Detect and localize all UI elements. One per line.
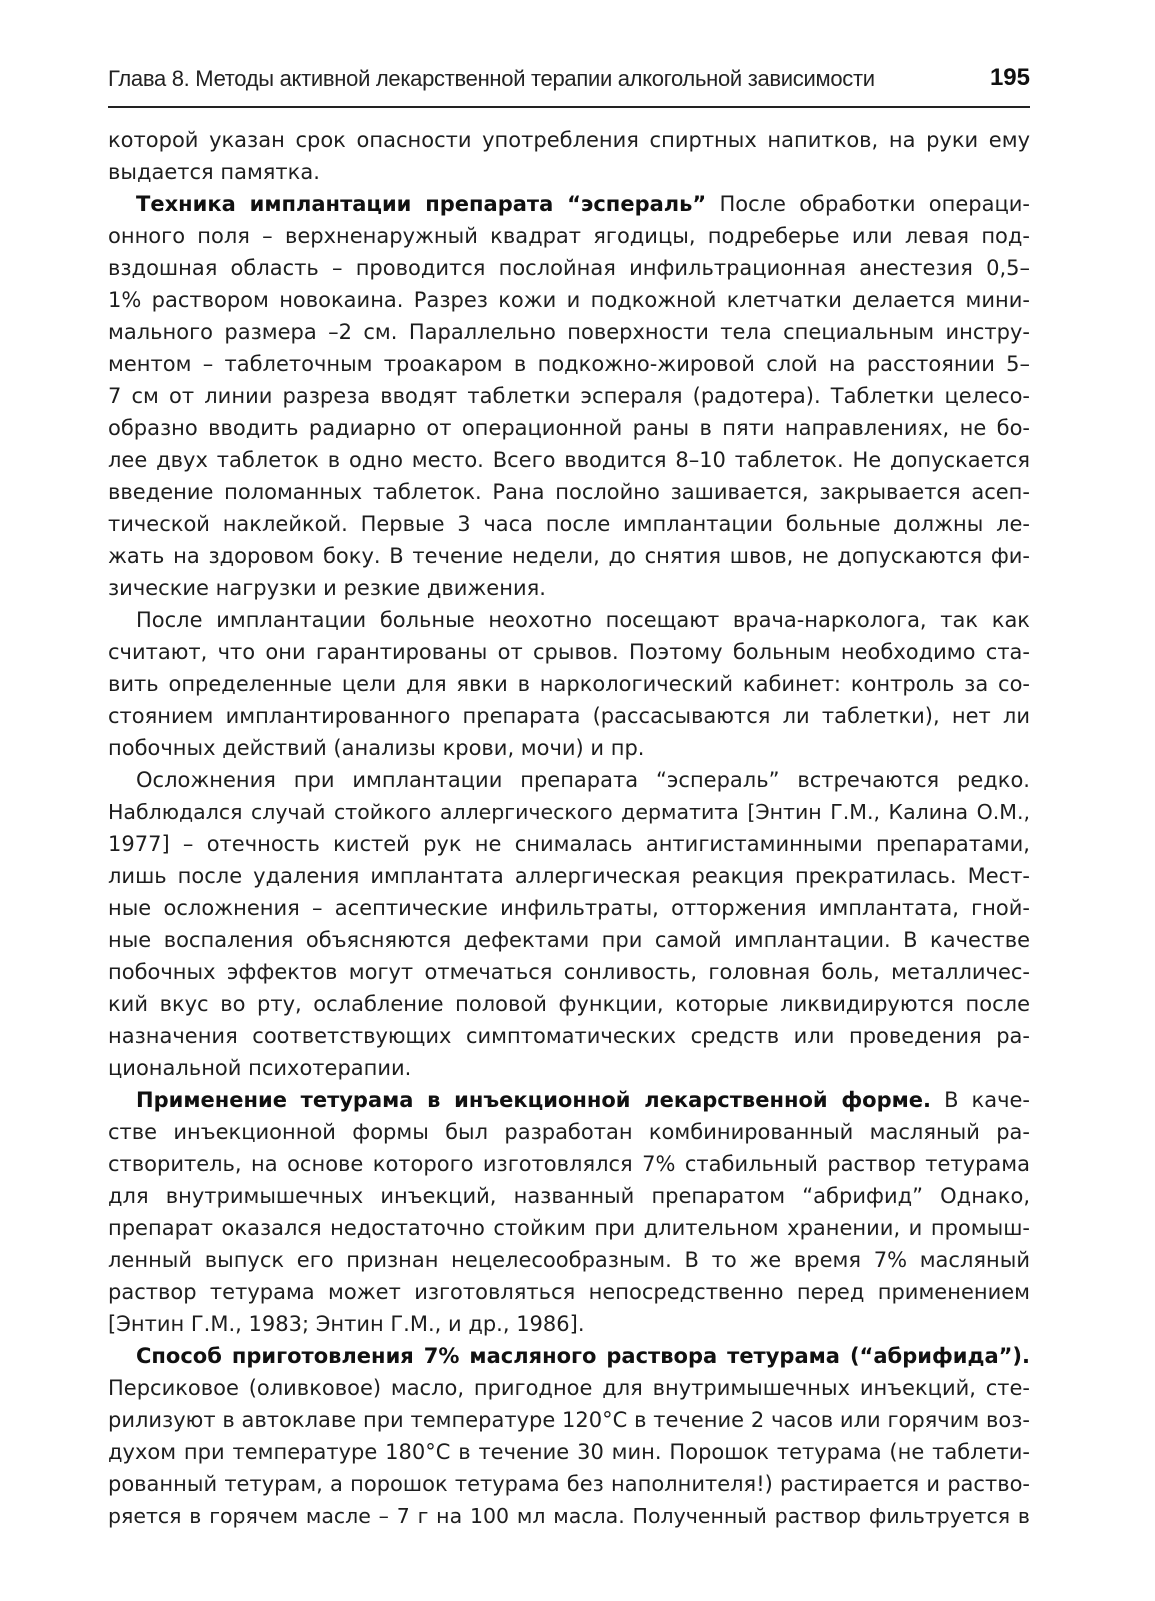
line-text: которой указан срок опасности употребления спиртных напитков, на руки ему — [108, 128, 1030, 152]
body-text — [108, 124, 1030, 1532]
line-text: 1977] – отечность кистей рук не снималась антигистаминными препаратами, — [108, 832, 1030, 856]
run-in-heading: Применение тетурама в инъекционной лекарственной форме. — [136, 1088, 931, 1112]
line-text: зические нагрузки и резкие движения. — [108, 576, 546, 600]
text-line — [108, 1116, 1030, 1148]
line-text: для внутримышечных инъекций, названный препаратом “абрифид” Однако, — [108, 1184, 1030, 1208]
line-text: препарат оказался недостаточно стойким при длительном хранении, и промыш- — [108, 1216, 1030, 1240]
text-line — [108, 1148, 1030, 1180]
line-text: 7 см от линии разреза вводят таблетки эспераля (радотера). Таблетки целесо- — [108, 384, 1030, 408]
text-line — [108, 956, 1030, 988]
line-text: духом при температуре 180°С в течение 30 мин. Порошок тетурама (не таблети- — [108, 1440, 1030, 1464]
line-text: створитель, на основе которого изготовлялся 7% стабильный раствор тетурама — [108, 1152, 1030, 1176]
line-text: вить определенные цели для явки в наркологический кабинет: контроль за со- — [108, 672, 1030, 696]
line-text: ленный выпуск его признан нецелесообразным. В то же время 7% масляный — [108, 1248, 1030, 1272]
line-text: онного поля – верхненаружный квадрат ягодицы, подреберье или левая под- — [108, 224, 1030, 248]
text-line — [108, 316, 1030, 348]
line-text: циональной психотерапии. — [108, 1056, 412, 1080]
line-text: побочных действий (анализы крови, мочи) и пр. — [108, 736, 645, 760]
text-line — [108, 1084, 1030, 1116]
line-text: лишь после удаления имплантата аллергическая реакция прекратилась. Мест- — [108, 864, 1030, 888]
text-line — [108, 1180, 1030, 1212]
text-line — [108, 1500, 1030, 1532]
line-text: ряется в горячем масле – 7 г на 100 мл масла. Полученный раствор фильтруется в — [108, 1504, 1030, 1528]
line-text: назначения соответствующих симптоматических средств или проведения ра- — [108, 1024, 1030, 1048]
line-text: ные воспаления объясняются дефектами при самой имплантации. В качестве — [108, 928, 1030, 952]
line-text: вздошная область – проводится послойная инфильтрационная анестезия 0,5– — [108, 256, 1030, 280]
text-line — [108, 1244, 1030, 1276]
text-line — [108, 924, 1030, 956]
line-text: В каче- — [931, 1088, 1030, 1112]
text-line — [108, 700, 1030, 732]
line-text: считают, что они гарантированы от срывов. Поэтому больным необходимо ста- — [108, 640, 1030, 664]
text-line — [108, 1052, 1030, 1084]
line-text: раствор тетурама может изготовляться непосредственно перед применением — [108, 1280, 1030, 1304]
text-line — [108, 988, 1030, 1020]
line-text: После имплантации больные неохотно посещают врача-нарколога, так как — [136, 608, 1030, 632]
running-header — [108, 64, 1030, 108]
text-line — [108, 636, 1030, 668]
text-line — [108, 284, 1030, 316]
line-text: введение поломанных таблеток. Рана послойно зашивается, закрывается асеп- — [108, 480, 1030, 504]
text-line — [108, 1372, 1030, 1404]
line-text: рованный тетурам, а порошок тетурама без наполнителя!) растирается и раство- — [108, 1472, 1030, 1496]
run-in-heading: Техника имплантации препарата “эспераль” — [136, 192, 707, 216]
line-text: 1% раствором новокаина. Разрез кожи и подкожной клетчатки делается мини- — [108, 288, 1030, 312]
text-line — [108, 156, 1030, 188]
line-text: Персиковое (оливковое) масло, пригодное для внутримышечных инъекций, сте- — [108, 1376, 1030, 1400]
line-text: рилизуют в автоклаве при температуре 120°С в течение 2 часов или горячим воз- — [108, 1408, 1030, 1432]
line-text: образно вводить радиарно от операционной раны в пяти направлениях, не бо- — [108, 416, 1030, 440]
text-line — [108, 1436, 1030, 1468]
line-text: лее двух таблеток в одно место. Всего вводится 8–10 таблеток. Не допускается — [108, 448, 1030, 472]
text-line — [108, 348, 1030, 380]
text-line — [108, 1212, 1030, 1244]
text-line — [108, 1308, 1030, 1340]
text-line — [108, 412, 1030, 444]
text-line — [108, 252, 1030, 284]
text-line — [108, 604, 1030, 636]
text-line — [108, 892, 1030, 924]
text-line — [108, 1404, 1030, 1436]
text-line — [108, 828, 1030, 860]
line-text: После обработки операци- — [706, 192, 1030, 216]
text-line — [108, 1020, 1030, 1052]
line-text: Осложнения при имплантации препарата “эспераль” встречаются редко. — [136, 768, 1030, 792]
text-line — [108, 508, 1030, 540]
chapter-title: Глава 8. Методы активной лекарственной терапии алкогольной зависимости — [108, 66, 875, 91]
text-line — [108, 444, 1030, 476]
text-line — [108, 220, 1030, 252]
line-text: [Энтин Г.М., 1983; Энтин Г.М., и др., 1986]. — [108, 1312, 585, 1336]
line-text: тической наклейкой. Первые 3 часа после имплантации больные должны ле- — [108, 512, 1030, 536]
text-line — [108, 860, 1030, 892]
text-line — [108, 732, 1030, 764]
line-text: Наблюдался случай стойкого аллергического дерматита [Энтин Г.М., Калина О.М., — [108, 800, 1030, 824]
line-text: жать на здоровом боку. В течение недели, до снятия швов, не допускаются фи- — [108, 544, 1030, 568]
run-in-heading: Способ приготовления 7% масляного раствора тетурама (“абрифида”). — [136, 1344, 1030, 1368]
text-line — [108, 380, 1030, 412]
line-text: побочных эффектов могут отмечаться сонливость, головная боль, металличес- — [108, 960, 1030, 984]
line-text: стве инъекционной формы был разработан комбинированный масляный ра- — [108, 1120, 1030, 1144]
text-line — [108, 1340, 1030, 1372]
line-text: кий вкус во рту, ослабление половой функции, которые ликвидируются после — [108, 992, 1030, 1016]
page-number: 195 — [989, 64, 1030, 91]
line-text: ные осложнения – асептические инфильтраты, отторжения имплантата, гной- — [108, 896, 1030, 920]
text-line — [108, 476, 1030, 508]
text-line — [108, 1276, 1030, 1308]
line-text: выдается памятка. — [108, 160, 320, 184]
text-line — [108, 796, 1030, 828]
text-line — [108, 764, 1030, 796]
line-text: стоянием имплантированного препарата (рассасываются ли таблетки), нет ли — [108, 704, 1030, 728]
text-line — [108, 124, 1030, 156]
text-line — [108, 188, 1030, 220]
line-text: мального размера –2 см. Параллельно поверхности тела специальным инстру- — [108, 320, 1030, 344]
text-line — [108, 668, 1030, 700]
text-line — [108, 1468, 1030, 1500]
line-text: ментом – таблеточным троакаром в подкожно-жировой слой на расстоянии 5– — [108, 352, 1030, 376]
text-line — [108, 572, 1030, 604]
text-line — [108, 540, 1030, 572]
